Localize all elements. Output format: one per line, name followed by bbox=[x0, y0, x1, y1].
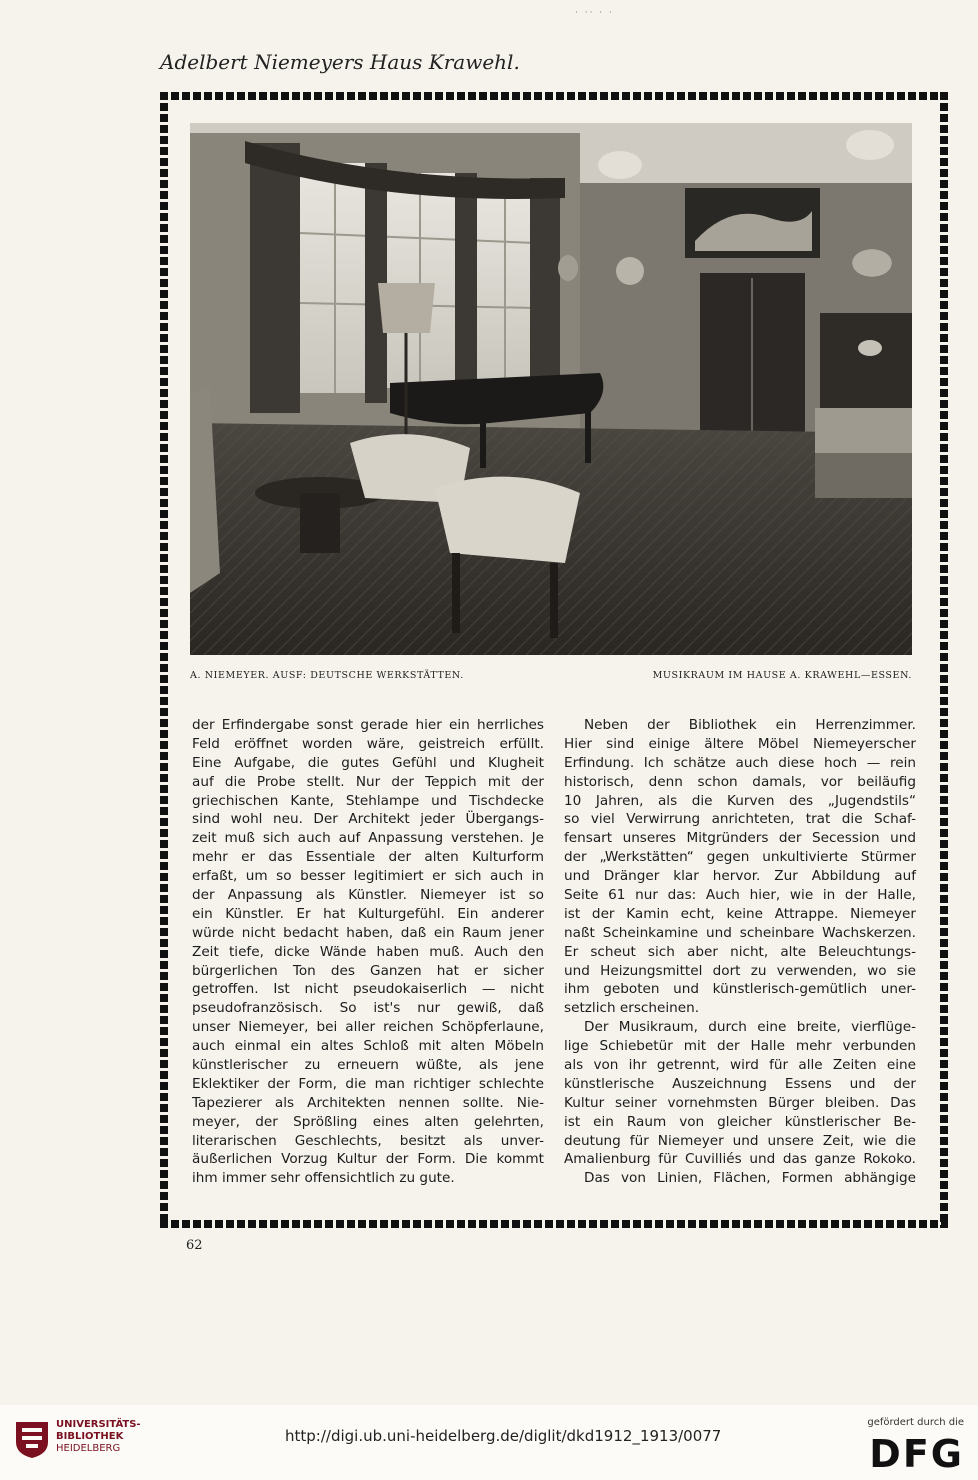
text-line: Er scheut sich aber nicht, alte Beleuchtungs- bbox=[564, 943, 916, 960]
text-line: naßt Scheinkamine und scheinbare Wachskerzen. bbox=[564, 924, 916, 941]
text-line: 10 Jahren, als die Kurven des „Jugendstils“ bbox=[564, 792, 916, 809]
dfg-logo: DFG bbox=[869, 1432, 964, 1476]
page-number: 62 bbox=[186, 1238, 203, 1253]
text-line: ihm geboten und künstlerisch-gemütlich uner- bbox=[564, 981, 916, 998]
text-line: Erfindung. Ich schätze auch diese hoch — rein bbox=[564, 754, 916, 771]
text-line: griechischen Kante, Stehlampe und Tischdecke bbox=[192, 792, 544, 809]
text-line: historisch, denn schon damals, vor beiläufig bbox=[564, 773, 916, 790]
text-line: ist ein Raum von gleicher künstlerischer Be- bbox=[564, 1113, 916, 1130]
top-mark: · ·· · · bbox=[575, 8, 614, 18]
text-line: Neben der Bibliothek ein Herrenzimmer. bbox=[584, 717, 916, 733]
text-line: Eklektiker der Form, die man richtiger schlechte bbox=[192, 1075, 544, 1092]
text-line: Eine Aufgabe, die gutes Gefühl und Klugheit bbox=[192, 754, 544, 771]
text-line: Seite 61 nur das: Auch hier, wie in der Halle, bbox=[564, 887, 916, 904]
text-line: bürgerlichen Ton des Ganzen hat er sicher bbox=[192, 962, 544, 979]
text-line: literarischen Geschlechts, besitzt als unver- bbox=[192, 1132, 544, 1149]
library-line-2: BIBLIOTHEK bbox=[56, 1431, 124, 1442]
text-line: Der Musikraum, durch eine breite, vierflüge- bbox=[584, 1019, 916, 1036]
text-line: getroffen. Ist nicht pseudokaiserlich — nicht bbox=[192, 981, 544, 998]
text-line: ein Künstler. Er hat Kulturgefühl. Ein anderer bbox=[192, 905, 544, 922]
caption-right: MUSIKRAUM IM HAUSE A. KRAWEHL—ESSEN. bbox=[652, 670, 912, 681]
text-line: ihm immer sehr offensichtlich zu gute. bbox=[192, 1170, 455, 1187]
library-line-1: UNIVERSITÄTS- bbox=[56, 1419, 141, 1430]
caption-left: A. NIEMEYER. AUSF: DEUTSCHE WERKSTÄTTEN. bbox=[190, 670, 464, 681]
text-line: auf die Probe stellt. Nur der Teppich mit der bbox=[192, 773, 544, 790]
text-line: der Anpassung als Künstler. Niemeyer ist so bbox=[192, 887, 544, 904]
text-line: und Dränger klar hervor. Zur Abbildung auf bbox=[564, 868, 916, 885]
text-line: mehr er das Essentiale der alten Kulturform bbox=[192, 849, 544, 866]
border-right bbox=[940, 92, 948, 1228]
running-head: Adelbert Niemeyers Haus Krawehl. bbox=[160, 50, 520, 74]
library-line-3: HEIDELBERG bbox=[56, 1443, 121, 1454]
text-column-right bbox=[564, 716, 916, 1188]
text-line: auch einmal ein altes Schloß mit alten Möbeln bbox=[192, 1038, 544, 1055]
text-line: deutung für Niemeyer und unsere Zeit, wie die bbox=[564, 1132, 916, 1149]
text-line: pseudofranzösisch. So ist's nur gewiß, daß bbox=[192, 1000, 544, 1017]
border-top bbox=[160, 92, 948, 100]
text-line: der „Werkstätten“ gegen unkultivierte Stürmer bbox=[564, 849, 916, 866]
text-line: zeit muß sich auch auf Anpassung verstehen. Je bbox=[192, 830, 544, 847]
text-line: Hier sind einige ältere Möbel Niemeyerscher bbox=[564, 735, 916, 752]
border-bottom bbox=[160, 1220, 948, 1228]
text-line: sind wohl neu. Der Architekt jeder Übergangs- bbox=[192, 811, 544, 828]
text-line: würde nicht bedacht haben, daß ein Raum jener bbox=[192, 924, 544, 941]
text-line: Amalienburg für Cuvilliés und das ganze Rokoko. bbox=[564, 1151, 916, 1168]
text-line: setzlich erscheinen. bbox=[564, 1000, 700, 1017]
text-line: Das von Linien, Flächen, Formen abhängige bbox=[584, 1170, 916, 1187]
text-line: Tapezierer als Architekten nennen sollte. Nie- bbox=[192, 1094, 544, 1111]
text-line: meyer, der Sprößling eines alten gelehrten, bbox=[192, 1113, 544, 1130]
text-line: fensart unseres Mitgründers der Secession und bbox=[564, 830, 916, 847]
text-line: äußerlichen Vorzug Kultur der Form. Die kommt bbox=[192, 1151, 544, 1168]
text-line: künstlerischer zu erneuern wüßte, als jene bbox=[192, 1057, 544, 1074]
text-line: und Heizungsmittel dort zu verwenden, wo sie bbox=[564, 962, 916, 979]
funded-by-label: gefördert durch die bbox=[867, 1417, 964, 1428]
text-line: Zeit tiefe, dicke Wände haben muß. Auch den bbox=[192, 943, 544, 960]
library-name bbox=[56, 1419, 141, 1455]
text-line: unser Niemeyer, bei aller reichen Schöpferlaune, bbox=[192, 1019, 544, 1036]
text-line: Kultur seiner vornehmsten Bürger bleiben. Das bbox=[564, 1094, 916, 1111]
text-line: als von ihr getrennt, wird für alle Zeiten eine bbox=[564, 1057, 916, 1074]
text-column-left bbox=[192, 716, 544, 1188]
text-line: so viel Verwirrung anrichteten, trat die Schaf- bbox=[564, 811, 916, 828]
text-line: künstlerische Auszeichnung Essens und der bbox=[564, 1075, 916, 1092]
music-room-photograph bbox=[190, 123, 912, 655]
text-line: erfaßt, um so besser legitimiert er sich auch in bbox=[192, 868, 544, 885]
text-line: Feld eröffnet worden wäre, geistreich erfüllt. bbox=[192, 735, 544, 752]
border-left bbox=[160, 92, 168, 1228]
text-line: ist der Kamin echt, keine Attrappe. Niemeyer bbox=[564, 905, 916, 922]
university-seal-icon bbox=[14, 1418, 50, 1460]
text-line: der Erfindergabe sonst gerade hier ein herrliches bbox=[192, 717, 544, 733]
text-line: lige Schiebetür mit der Halle mehr verbunden bbox=[564, 1038, 916, 1055]
permalink-url[interactable]: http://digi.ub.uni-heidelberg.de/diglit/dkd1912_1913/0077 bbox=[285, 1427, 722, 1445]
